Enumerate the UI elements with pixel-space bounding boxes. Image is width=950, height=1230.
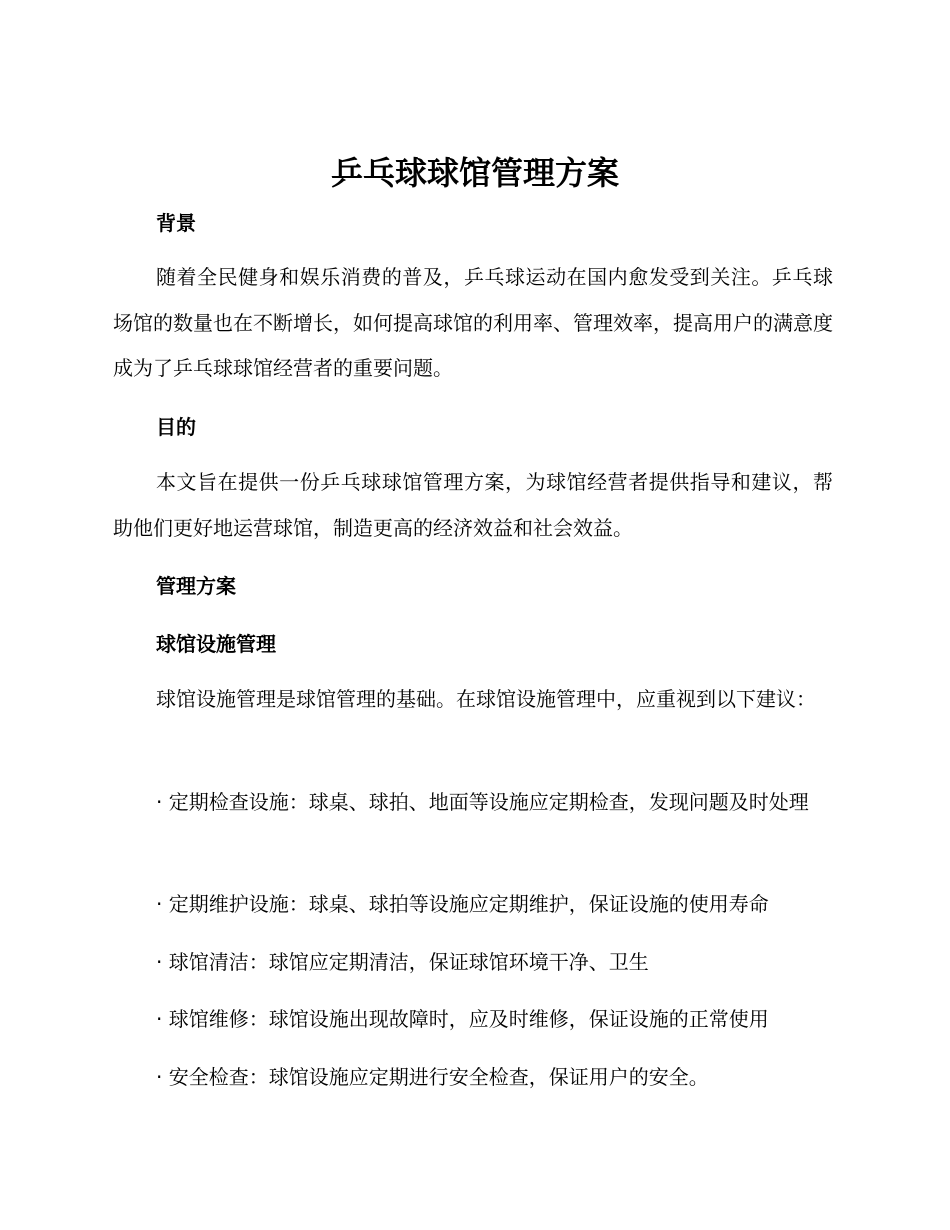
section-heading-background: 背景: [156, 211, 196, 235]
bullet-item: · 球馆维修：球馆设施出现故障时，应及时维修，保证设施的正常使用: [156, 1007, 769, 1031]
background-paragraph: 随着全民健身和娱乐消费的普及，乒乓球运动在国内愈发受到关注。乒乓球场馆的数量也在不断增长，如何提高球馆的利用率、管理效率，提高用户的满意度成为了乒乓球球馆经营者的重要问题。: [113, 265, 833, 380]
section-heading-plan: 管理方案: [156, 574, 236, 598]
bullet-item: · 安全检查：球馆设施应定期进行安全检查，保证用户的安全。: [156, 1065, 709, 1089]
section-heading-facility: 球馆设施管理: [156, 632, 276, 656]
purpose-paragraph: 本文旨在提供一份乒乓球球馆管理方案，为球馆经营者提供指导和建议，帮助他们更好地运营球馆，制造更高的经济效益和社会效益。: [113, 470, 833, 540]
bullet-item: · 球馆清洁：球馆应定期清洁，保证球馆环境干净、卫生: [156, 950, 649, 974]
document-title: 乒乓球球馆管理方案: [330, 154, 619, 192]
section-heading-purpose: 目的: [156, 415, 196, 439]
facility-intro-paragraph: 球馆设施管理是球馆管理的基础。在球馆设施管理中，应重视到以下建议：: [156, 687, 816, 711]
bullet-item: · 定期维护设施：球桌、球拍等设施应定期维护，保证设施的使用寿命: [156, 892, 769, 916]
bullet-item: · 定期检查设施：球桌、球拍、地面等设施应定期检查，发现问题及时处理: [156, 790, 809, 814]
